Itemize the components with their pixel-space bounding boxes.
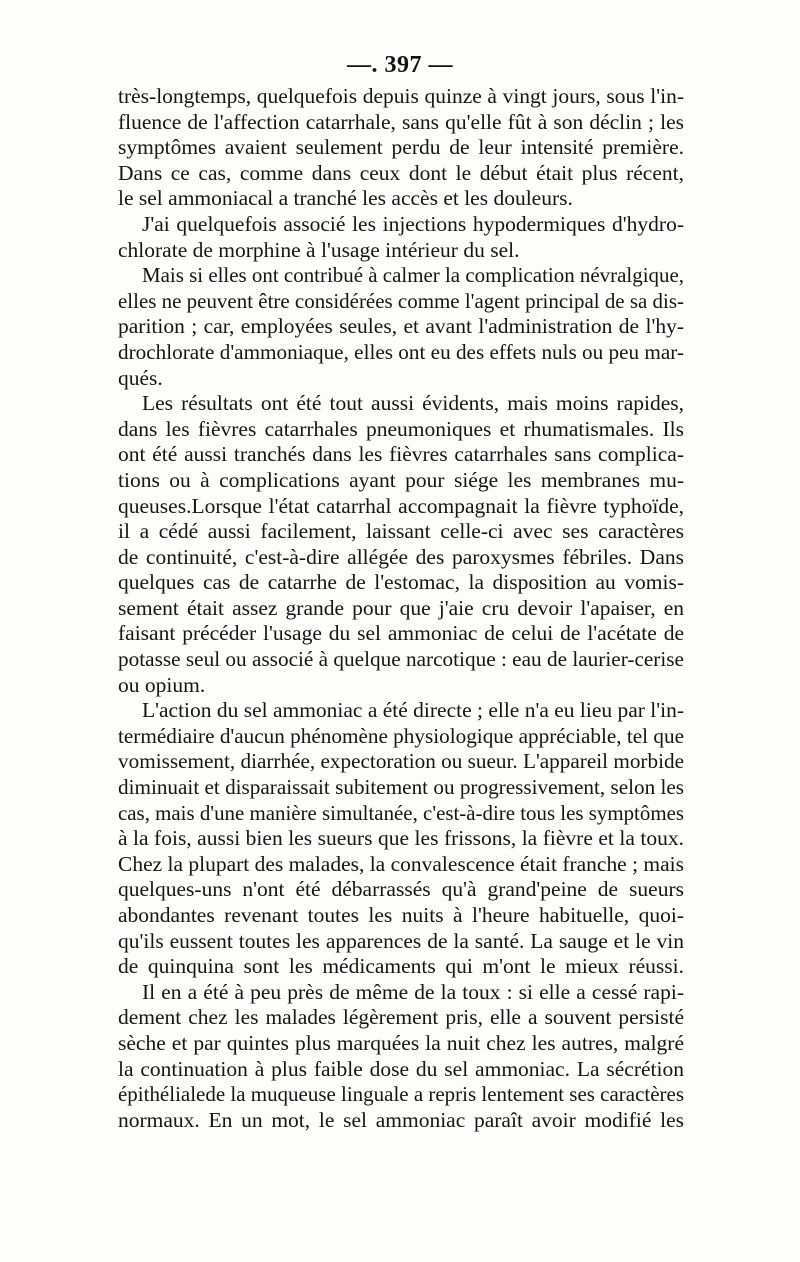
text-line: faisant précéder l'usage du sel ammoniac de celui de l'acétate de — [118, 621, 684, 646]
text-line: potasse seul ou associé à quelque narcotique : eau de laurier-cerise — [118, 647, 684, 672]
body-text — [118, 84, 684, 1133]
text-line: elles ne peuvent être considérées comme l'agent principal de sa dis- — [118, 288, 684, 313]
text-line: abondantes revenant toutes les nuits à l'heure habituelle, quoi- — [118, 903, 684, 927]
text-line: vomissement, diarrhée, expectoration ou sueur. L'appareil morbide — [118, 749, 684, 774]
text-line: sement était assez grande pour que j'aie cru devoir l'apaiser, en — [118, 595, 684, 620]
text-line: il a cédé aussi facilement, laissant celle-ci avec ses caractères — [118, 519, 684, 544]
text-line: Les résultats ont été tout aussi évidents, mais moins rapides, — [142, 391, 684, 416]
text-line: dans les fièvres catarrhales pneumoniques et rhumatismales. Ils — [118, 416, 684, 441]
text-line: diminuait et disparaissait subitement ou progressivement, selon les — [118, 775, 684, 800]
text-line: Mais si elles ont contribué à calmer la complication névralgique, — [142, 263, 684, 288]
text-line: J'ai quelquefois associé les injections hypodermiques d'hydro- — [142, 211, 684, 236]
text-line: quelques cas de catarrhe de l'estomac, la disposition au vomis- — [118, 570, 684, 595]
text-line: très-longtemps, quelquefois depuis quinze à vingt jours, sous l'in- — [118, 84, 684, 108]
text-line: épithélialede la muqueuse linguale a repris lentement ses caractères — [118, 1082, 684, 1107]
text-line: ou opium. — [118, 672, 206, 697]
text-line: termédiaire d'aucun phénomène physiologique appréciable, tel que — [118, 723, 684, 748]
text-line: la continuation à plus faible dose du sel ammoniac. La sécrétion — [118, 1056, 684, 1081]
text-line: Chez la plupart des malades, la convalescence était franche ; mais — [118, 851, 684, 876]
text-line: quelques-uns n'ont été débarrassés qu'à grand'peine de sueurs — [118, 877, 684, 902]
text-line: fluence de l'affection catarrhale, sans qu'elle fût à son déclin ; les — [118, 109, 684, 134]
text-line: sèche et par quintes plus marquées la nuit chez les autres, malgré — [118, 1030, 684, 1055]
text-line: cas, mais d'une manière simultanée, c'est-à-dire tous les symptômes — [118, 800, 684, 825]
text-line: drochlorate d'ammoniaque, elles ont eu des effets nuls ou peu mar- — [118, 339, 684, 364]
text-line: qués. — [118, 365, 163, 390]
text-line: dement chez les malades légèrement pris, elle a souvent persisté — [118, 1005, 684, 1030]
text-line: Dans ce cas, comme dans ceux dont le début était plus récent, — [118, 160, 684, 185]
text-line: ont été aussi tranchés dans les fièvres catarrhales sans complica- — [118, 442, 684, 467]
text-line: le sel ammoniacal a tranché les accès et les douleurs. — [118, 186, 573, 211]
text-line: Il en a été à peu près de même de la toux : si elle a cessé rapi- — [142, 979, 684, 1004]
text-line: de quinquina sont les médicaments qui m'ont le mieux réussi. — [118, 954, 684, 979]
text-line: parition ; car, employées seules, et avant l'administration de l'hy- — [118, 314, 684, 339]
page-number-header: —. 397 — — [347, 52, 453, 78]
text-line: tions ou à complications ayant pour siége les membranes mu- — [118, 467, 684, 492]
text-line: à la fois, aussi bien les sueurs que les frissons, la fièvre et la toux. — [118, 826, 684, 851]
text-line: chlorate de morphine à l'usage intérieur du sel. — [118, 237, 520, 262]
text-line: de continuité, c'est-à-dire allégée des paroxysmes fébriles. Dans — [118, 544, 684, 569]
text-line: symptômes avaient seulement perdu de leur intensité première. — [118, 135, 684, 160]
text-line: normaux. En un mot, le sel ammoniac paraît avoir modifié les — [118, 1107, 684, 1132]
text-line: qu'ils eussent toutes les apparences de la santé. La sauge et le vin — [118, 928, 684, 953]
text-line: queuses.Lorsque l'état catarrhal accompagnait la fièvre typhoïde, — [118, 493, 684, 518]
text-line: L'action du sel ammoniac a été directe ; elle n'a eu lieu par l'in- — [142, 698, 684, 723]
